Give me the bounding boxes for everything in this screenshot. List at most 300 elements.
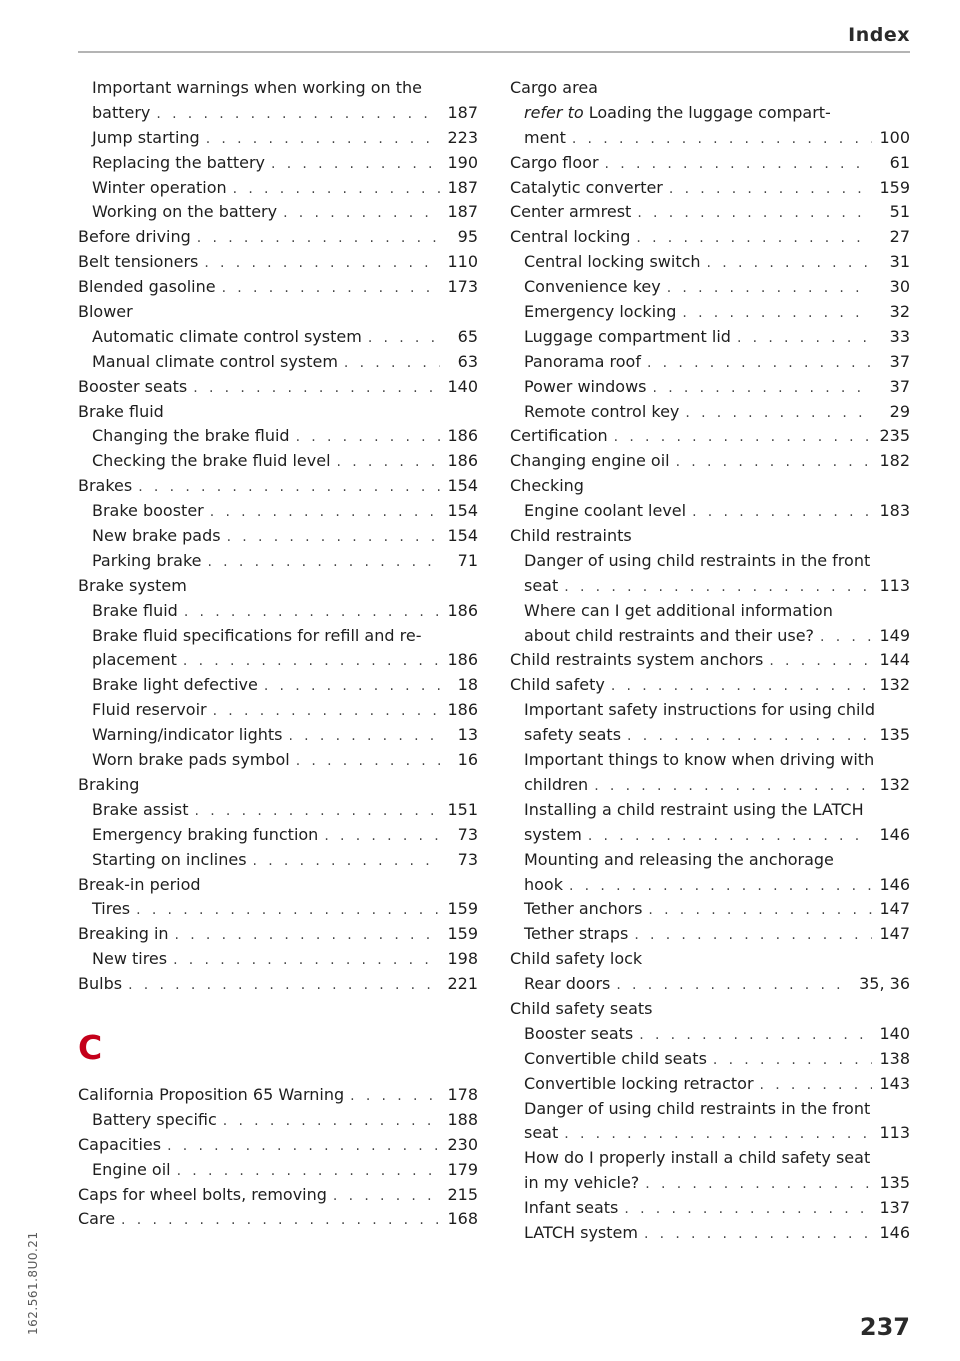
entry-term: [510, 997, 652, 1022]
entry-term: [524, 848, 834, 873]
index-entry: [510, 375, 910, 400]
dot-leader: [167, 1134, 440, 1159]
entry-term: [510, 474, 584, 499]
index-entry: [78, 624, 478, 649]
entry-term: [524, 723, 621, 748]
dot-leader: [820, 625, 872, 650]
entry-term-text: in my vehicle?: [524, 1173, 640, 1193]
dot-leader: [594, 774, 872, 799]
index-entry: [510, 599, 910, 624]
entry-page-ref: 154: [447, 526, 478, 546]
entry-term-text: Worn brake pads symbol: [92, 750, 290, 770]
entry-term: [78, 922, 169, 947]
entry-term: [524, 1221, 638, 1246]
entry-page-ref: 113: [879, 575, 910, 595]
index-entry: [510, 748, 910, 773]
entry-term-text: Before driving: [78, 227, 191, 247]
entry-term: [524, 1171, 639, 1196]
entry-page-ref: 132: [879, 774, 910, 794]
entry-term: [524, 126, 566, 151]
entry-term-text: Fluid reservoir: [92, 700, 207, 720]
entry-term-text: hook: [524, 874, 563, 894]
entry-term-text: Checking the brake fluid level: [92, 451, 331, 471]
dot-leader: [333, 1184, 440, 1209]
index-entry: [510, 474, 910, 499]
dot-leader: [639, 1023, 872, 1048]
dot-leader: [676, 450, 872, 475]
dot-leader: [569, 874, 872, 899]
entry-page-ref: 188: [447, 1109, 478, 1129]
dot-leader: [193, 376, 440, 401]
index-entry: [78, 599, 478, 624]
index-column-right: [510, 76, 910, 1246]
entry-page-ref: 159: [879, 177, 910, 197]
entry-page-ref: 35, 36: [859, 974, 910, 994]
entry-term-text: Tires: [92, 899, 131, 919]
dot-leader: [769, 649, 872, 674]
entry-term-text: Catalytic converter: [510, 177, 663, 197]
entry-page-ref: 235: [879, 426, 910, 446]
entry-term: [92, 151, 265, 176]
entry-term: [524, 823, 582, 848]
entry-term-text: Battery specific: [92, 1109, 217, 1129]
dot-leader: [177, 1159, 440, 1184]
entry-page-ref: 100: [879, 127, 910, 147]
dot-leader: [183, 649, 440, 674]
entry-term: [92, 599, 178, 624]
index-entry: [78, 1183, 478, 1208]
entry-page-ref: 230: [447, 1134, 478, 1154]
dot-leader: [128, 973, 440, 998]
entry-page-ref: 186: [447, 600, 478, 620]
entry-term: [92, 823, 318, 848]
entry-term: [524, 599, 833, 624]
entry-page-ref: 173: [447, 277, 478, 297]
dot-leader: [213, 699, 440, 724]
index-entry: [510, 200, 910, 225]
index-entry: [78, 474, 478, 499]
dot-leader: [324, 824, 440, 849]
entry-term-text: Child safety lock: [510, 949, 643, 969]
entry-page-ref: 154: [447, 476, 478, 496]
entry-term: [524, 574, 558, 599]
index-entry: [78, 449, 478, 474]
entry-term-text: Convertible locking retractor: [524, 1073, 754, 1093]
entry-term-text: Infant seats: [524, 1198, 619, 1218]
dot-leader: [283, 201, 440, 226]
index-entry: [78, 798, 478, 823]
entry-term: [78, 972, 122, 997]
index-entry: [510, 624, 910, 649]
index-entry: [510, 972, 910, 997]
entry-page-ref: 29: [889, 401, 910, 421]
index-entry: [78, 748, 478, 773]
entry-term-text: Loading the luggage compart-: [588, 102, 831, 122]
index-entry: [78, 848, 478, 873]
entry-page-ref: 113: [879, 1123, 910, 1143]
entry-term-text: Convertible child seats: [524, 1048, 707, 1068]
dot-leader: [667, 276, 872, 301]
entry-term-text: Where can I get additional information: [524, 600, 833, 620]
entry-term: [92, 76, 422, 101]
entry-page-ref: 71: [457, 550, 478, 570]
entry-term: [524, 275, 661, 300]
entry-page-ref: 30: [889, 277, 910, 297]
entry-term: [524, 1121, 558, 1146]
dot-leader: [713, 1048, 872, 1073]
entry-term-text: Brake system: [78, 575, 187, 595]
index-entry: [78, 424, 478, 449]
index-entry: [78, 300, 478, 325]
entry-term-text: children: [524, 774, 589, 794]
entry-term-text: Starting on inclines: [92, 849, 247, 869]
entry-term: [510, 449, 670, 474]
index-entry: [510, 873, 910, 898]
entry-term: [524, 972, 610, 997]
entry-page-ref: 31: [889, 252, 910, 272]
entry-term-text: placement: [92, 650, 177, 670]
page-header-title: Index: [848, 24, 910, 46]
entry-term: [78, 1183, 327, 1208]
index-entry: [510, 1097, 910, 1122]
index-entry: [510, 126, 910, 151]
entry-page-ref: 223: [447, 127, 478, 147]
entry-term-text: Warning/indicator lights: [92, 725, 283, 745]
entry-term: [524, 101, 831, 126]
index-entry: [510, 1121, 910, 1146]
entry-term: [510, 947, 642, 972]
entry-term-text: Certification: [510, 426, 608, 446]
entry-page-ref: 138: [879, 1048, 910, 1068]
entry-term-text: Important safety instructions for using child: [524, 700, 876, 720]
entry-term: [78, 1207, 115, 1232]
index-entry: [510, 176, 910, 201]
entry-page-ref: 186: [447, 650, 478, 670]
entry-term-text: Cargo floor: [510, 152, 599, 172]
entry-term-text: Brake light defective: [92, 675, 258, 695]
index-entry: [78, 673, 478, 698]
entry-term: [78, 400, 164, 425]
entry-term-text: Replacing the battery: [92, 152, 266, 172]
entry-term-text: New tires: [92, 949, 168, 969]
entry-term: [78, 275, 216, 300]
entry-page-ref: 13: [457, 725, 478, 745]
entry-term-text: Installing a child restraint using the LATCH: [524, 799, 864, 819]
entry-page-ref: 190: [447, 152, 478, 172]
dot-leader: [233, 177, 440, 202]
entry-term: [524, 897, 642, 922]
entry-page-ref: 144: [879, 650, 910, 670]
dot-leader: [614, 425, 872, 450]
dot-leader: [707, 251, 872, 276]
entry-term: [524, 1097, 870, 1122]
entry-term: [524, 350, 641, 375]
entry-term-text: Booster seats: [78, 376, 188, 396]
index-entry: [78, 723, 478, 748]
entry-term-text: Changing the brake fluid: [92, 426, 290, 446]
entry-term-text: Brake fluid: [78, 401, 164, 421]
entry-term: [92, 549, 201, 574]
dot-leader: [648, 898, 872, 923]
index-list-c-continued: [510, 76, 910, 1246]
entry-term: [92, 648, 177, 673]
entry-term: [510, 424, 608, 449]
entry-page-ref: 37: [889, 351, 910, 371]
entry-term: [92, 126, 200, 151]
entry-term-text: Emergency locking: [524, 302, 677, 322]
index-entry: [510, 1146, 910, 1171]
entry-term-text: safety seats: [524, 725, 622, 745]
dot-leader: [564, 575, 872, 600]
index-entry: [510, 76, 910, 101]
entry-term-text: Blower: [78, 302, 133, 322]
index-entry: [78, 499, 478, 524]
entry-page-ref: 154: [447, 501, 478, 521]
entry-term-text: ment: [524, 127, 566, 147]
index-entry: [78, 823, 478, 848]
entry-term-text: Emergency braking function: [92, 824, 319, 844]
index-entry: [510, 449, 910, 474]
index-entry: [78, 549, 478, 574]
header-rule: [78, 51, 910, 53]
dot-leader: [222, 276, 440, 301]
entry-term: [92, 848, 247, 873]
dot-leader: [121, 1208, 440, 1233]
index-entry: [510, 723, 910, 748]
entry-term: [524, 1072, 754, 1097]
index-entry: [78, 126, 478, 151]
entry-term-text: Panorama roof: [524, 351, 641, 371]
dot-leader: [682, 301, 872, 326]
entry-page-ref: 182: [879, 451, 910, 471]
index-entry: [78, 922, 478, 947]
index-entry: [78, 972, 478, 997]
entry-page-ref: 186: [447, 426, 478, 446]
index-list-c: [78, 1083, 478, 1232]
dot-leader: [760, 1073, 872, 1098]
entry-term-text: Working on the battery: [92, 202, 278, 222]
entry-term: [92, 499, 204, 524]
entry-page-ref: 63: [457, 351, 478, 371]
entry-term-text: system: [524, 824, 582, 844]
index-entry: [510, 1171, 910, 1196]
entry-term-text: Break-in period: [78, 874, 201, 894]
entry-page-ref: 18: [457, 675, 478, 695]
dot-leader: [627, 724, 872, 749]
entry-term: [92, 449, 331, 474]
entry-term-text: Important things to know when driving with: [524, 750, 875, 770]
entry-term-text: Mounting and releasing the anchorage: [524, 849, 834, 869]
entry-term: [92, 897, 130, 922]
entry-term-text: Care: [78, 1209, 116, 1229]
dot-leader: [685, 401, 872, 426]
entry-term: [524, 400, 679, 425]
entry-page-ref: 140: [447, 376, 478, 396]
entry-page-ref: 187: [447, 202, 478, 222]
entry-term-text: Brake fluid specifications for refill and re-: [92, 625, 422, 645]
index-entry: [510, 574, 910, 599]
entry-term-text: battery: [92, 102, 151, 122]
entry-term: [78, 1083, 344, 1108]
dot-leader: [204, 251, 440, 276]
entry-term: [524, 698, 875, 723]
dot-leader: [253, 849, 440, 874]
index-entry: [78, 698, 478, 723]
entry-page-ref: 140: [879, 1023, 910, 1043]
index-entry: [510, 1047, 910, 1072]
index-entry: [510, 648, 910, 673]
entry-page-ref: 65: [457, 326, 478, 346]
entry-term-text: Remote control key: [524, 401, 680, 421]
entry-term-text: Central locking: [510, 227, 631, 247]
entry-term-text: Breaking in: [78, 924, 169, 944]
section-letter-wrap: [78, 997, 478, 1083]
entry-term-text: How do I properly install a child safety seat: [524, 1148, 871, 1168]
entry-page-ref: 135: [879, 1173, 910, 1193]
entry-term: [92, 624, 421, 649]
dot-leader: [296, 425, 440, 450]
dot-leader: [637, 201, 872, 226]
entry-term: [524, 922, 628, 947]
entry-page-ref: 32: [889, 302, 910, 322]
index-entry: [510, 151, 910, 176]
entry-term-text: Brake assist: [92, 799, 189, 819]
entry-term: [92, 723, 282, 748]
dot-leader: [624, 1197, 872, 1222]
dot-leader: [737, 326, 872, 351]
entry-page-ref: 37: [889, 376, 910, 396]
index-entry: [510, 1196, 910, 1221]
entry-term: [78, 250, 198, 275]
index-entry: [510, 499, 910, 524]
index-entry: [510, 424, 910, 449]
dot-leader: [138, 475, 440, 500]
entry-term: [524, 624, 814, 649]
entry-term: [524, 748, 874, 773]
entry-term: [92, 350, 338, 375]
index-entry: [78, 200, 478, 225]
dot-leader: [136, 898, 440, 923]
entry-term-text: Danger of using child restraints in the front: [524, 550, 871, 570]
entry-term: [78, 574, 187, 599]
entry-term: [78, 474, 132, 499]
index-entry: [78, 897, 478, 922]
index-entry: [510, 947, 910, 972]
index-entry: [510, 524, 910, 549]
entry-term: [78, 225, 191, 250]
dot-leader: [271, 152, 440, 177]
index-entry: [78, 325, 478, 350]
entry-page-ref: 159: [447, 899, 478, 919]
entry-term: [92, 200, 277, 225]
entry-page-ref: 51: [889, 202, 910, 222]
entry-term-text: Child safety: [510, 675, 605, 695]
entry-page-ref: 146: [879, 874, 910, 894]
entry-term-text: Convenience key: [524, 277, 661, 297]
index-column-left: [78, 76, 478, 1232]
index-entry: [510, 101, 910, 126]
index-entry: [510, 275, 910, 300]
entry-page-ref: 146: [879, 1222, 910, 1242]
dot-leader: [350, 1084, 440, 1109]
dot-leader: [296, 749, 440, 774]
entry-term-text: Cargo area: [510, 78, 598, 97]
dot-leader: [588, 824, 872, 849]
index-entry: [510, 673, 910, 698]
entry-term: [524, 375, 647, 400]
dot-leader: [636, 226, 872, 251]
dot-leader: [564, 1122, 872, 1147]
entry-term: [92, 698, 207, 723]
entry-term-text: Child restraints: [510, 526, 632, 546]
index-entry: [78, 524, 478, 549]
entry-page-ref: 149: [879, 625, 910, 645]
entry-term: [78, 300, 133, 325]
entry-term-text: Checking: [510, 476, 584, 496]
entry-term: [78, 1133, 161, 1158]
index-entry: [510, 1072, 910, 1097]
dot-leader: [195, 799, 440, 824]
entry-term: [510, 200, 631, 225]
entry-term-text: Power windows: [524, 376, 647, 396]
entry-term: [78, 773, 139, 798]
index-entry: [78, 1133, 478, 1158]
entry-term: [92, 673, 258, 698]
index-entry: [78, 375, 478, 400]
dot-leader: [197, 226, 440, 251]
index-entry: [78, 400, 478, 425]
entry-page-ref: 135: [879, 725, 910, 745]
index-entry: [510, 848, 910, 873]
index-entry: [510, 997, 910, 1022]
entry-term-text: LATCH system: [524, 1222, 638, 1242]
index-entry: [510, 400, 910, 425]
entry-term-text: New brake pads: [92, 526, 221, 546]
index-list-b: [78, 76, 478, 997]
dot-leader: [605, 152, 872, 177]
page-number: 237: [859, 1313, 910, 1341]
index-entry: [510, 1221, 910, 1246]
dot-leader: [644, 1222, 872, 1247]
entry-page-ref: 215: [447, 1184, 478, 1204]
entry-page-ref: 159: [447, 924, 478, 944]
entry-page-ref: 132: [879, 675, 910, 695]
entry-term: [92, 101, 150, 126]
dot-leader: [645, 1172, 872, 1197]
entry-term: [524, 549, 870, 574]
entry-term: [524, 250, 701, 275]
entry-term-text: Booster seats: [524, 1023, 634, 1043]
entry-term-text: Central locking switch: [524, 252, 701, 272]
dot-leader: [647, 351, 872, 376]
entry-page-ref: 73: [457, 824, 478, 844]
entry-term-text: Manual climate control system: [92, 351, 338, 371]
entry-term-text: Child safety seats: [510, 998, 653, 1018]
entry-term-text: Automatic climate control system: [92, 326, 362, 346]
index-entry: [78, 574, 478, 599]
entry-term: [92, 1158, 171, 1183]
entry-page-ref: 16: [457, 750, 478, 770]
entry-page-ref: 178: [447, 1084, 478, 1104]
entry-term: [524, 773, 588, 798]
entry-term: [78, 375, 187, 400]
index-entry: [78, 275, 478, 300]
index-entry: [78, 1158, 478, 1183]
entry-term: [510, 151, 599, 176]
entry-page-ref: 147: [879, 899, 910, 919]
entry-term-text: Engine oil: [92, 1159, 171, 1179]
entry-term-text: Brakes: [78, 476, 133, 496]
